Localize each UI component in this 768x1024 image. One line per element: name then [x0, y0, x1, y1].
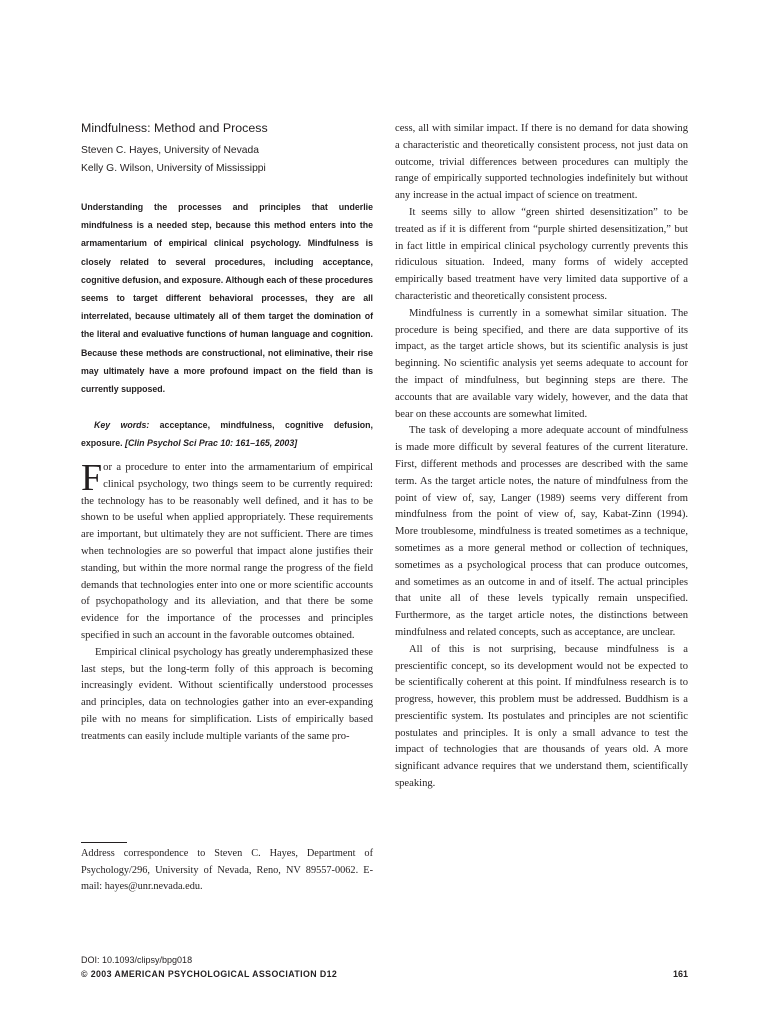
keywords-block	[81, 416, 373, 452]
body-paragraph: It seems silly to allow “green shirted desensitization” to be treated as if it is different from “purple shirted desensitization,” but in fact little in empirical clinical psychology currently prevents this ridiculous situation. Indeed, many forms of widely accepted empirically based treatment have very limited data supportive of a characteristic and theoretically consistent process.	[395, 206, 688, 302]
citation: [Clin Psychol Sci Prac 10: 161–165, 2003]	[125, 438, 298, 449]
abstract: Understanding the processes and principles that underlie mindfulness is a needed step, because this method enters into the armamentarium of empirical clinical psychology. Mindfulness is closely related to several procedures, including acceptance, cognitive defusion, and exposure. Although each of these procedures seems to target different behavioral processes, they are all interrelated, because ultimately all of them target the domination of the literal and evaluative functions of human language and cognition. Because these methods are constructional, not eliminative, their rise may ultimately have a more profound impact on the field than is currently supposed.	[81, 202, 373, 395]
correspondence-footnote: Address correspondence to Steven C. Hayes, Department of Psychology/296, University of Nevada, Reno, NV 89557-0062. E-mail: hayes@unr.nevada.edu.	[81, 848, 373, 892]
left-body-text	[81, 457, 373, 746]
footnote-divider	[81, 842, 127, 843]
keywords-label: Key words:	[94, 420, 150, 430]
keywords-list: acceptance, mindfulness, cognitive defusion, exposure.	[81, 420, 373, 449]
article-title: Mindfulness: Method and Process	[81, 121, 268, 135]
author-2: Kelly G. Wilson, University of Mississippi	[81, 163, 266, 174]
author-1: Steven C. Hayes, University of Nevada	[81, 145, 259, 156]
body-paragraph: All of this is not surprising, because mindfulness is a prescientific concept, so its development would not be expected to be scientifically coherent at this point. If mindfulness research is to progress, however, this problem must be addressed. Buddhism is a prescientific system. Its postulates and principles are not scientific postulates and principles. It is only a small advance to test the impact of technologies that are thousands of years old. A more significant advance requires that we understand them, scientifically speaking.	[395, 643, 688, 790]
page-number: 161	[672, 969, 688, 979]
drop-cap: F	[81, 457, 103, 499]
body-paragraph: The task of developing a more adequate account of mindfulness is made more difficult by several features of the current literature. First, different methods and processes are described with the same term. As the target article notes, the nature of mindfulness from the point of view of, say, Langer (1989) seems very different from mindfulness from the point of view of, say, Kabat-Zinn (1994). More troublesome, mindfulness is treated sometimes as a technique, sometimes as a more general method or collection of techniques, sometimes as a psychological process that can produce outcomes, and sometimes as an outcome in and of itself. The actual principles that unite all of these levels typically remain unspecified. Furthermore, as the target article notes, the distinctions between mindfulness and related concepts, such as acceptance, are unclear.	[395, 425, 688, 638]
body-paragraph: Mindfulness is currently in a somewhat similar situation. The procedure is being specified, and there are data supportive of its impact, as the target article shows, but its scientific analysis is just beginning. No scientific analysis yet seems adequate to account for the impact of mindfulness, but beginning steps are there. The accounts that are available vary widely, however, and the data that bear on these accounts are somewhat limited.	[395, 307, 688, 420]
right-body-text	[395, 121, 688, 793]
body-paragraph: For a procedure to enter into the armamentarium of empirical clinical psychology, two things seem to be currently required: the technology has to be reasonably well defined, and it has to be shown to be useful when applied appropriately. These requirements are important, but ultimately they are not sufficient. There are times when technologies are so powerful that impact alone justifies their standing, but within the more normal range the progress of the field demands that technologies enter into one or more scientific accounts of psychopathology and its alleviation, and that there be some evidence for the importance of the processes and principles specified in such an account in the favorable outcomes obtained.	[81, 457, 373, 641]
copyright-line: © 2003 AMERICAN PSYCHOLOGICAL ASSOCIATION D12	[81, 969, 338, 979]
body-paragraph: cess, all with similar impact. If there is no demand for data showing a characteristic and theoretically consistent process, not just data on outcome, trivial differences between procedures can multiply the range of empirically supported technologies indefinitely but without any increase in the actual impact of science on treatment.	[395, 123, 688, 202]
doi-line: DOI: 10.1093/clipsy/bpg018	[81, 955, 193, 965]
body-paragraph: Empirical clinical psychology has greatly underemphasized these last steps, but the long-term folly of this approach is becoming increasingly evident. Without scientifically understood processes and principles, data on technologies gather into an ever-expanding pile with no means for simplification. Lists of empirically based treatments can easily include multiple variants of the same pro-	[81, 646, 373, 742]
